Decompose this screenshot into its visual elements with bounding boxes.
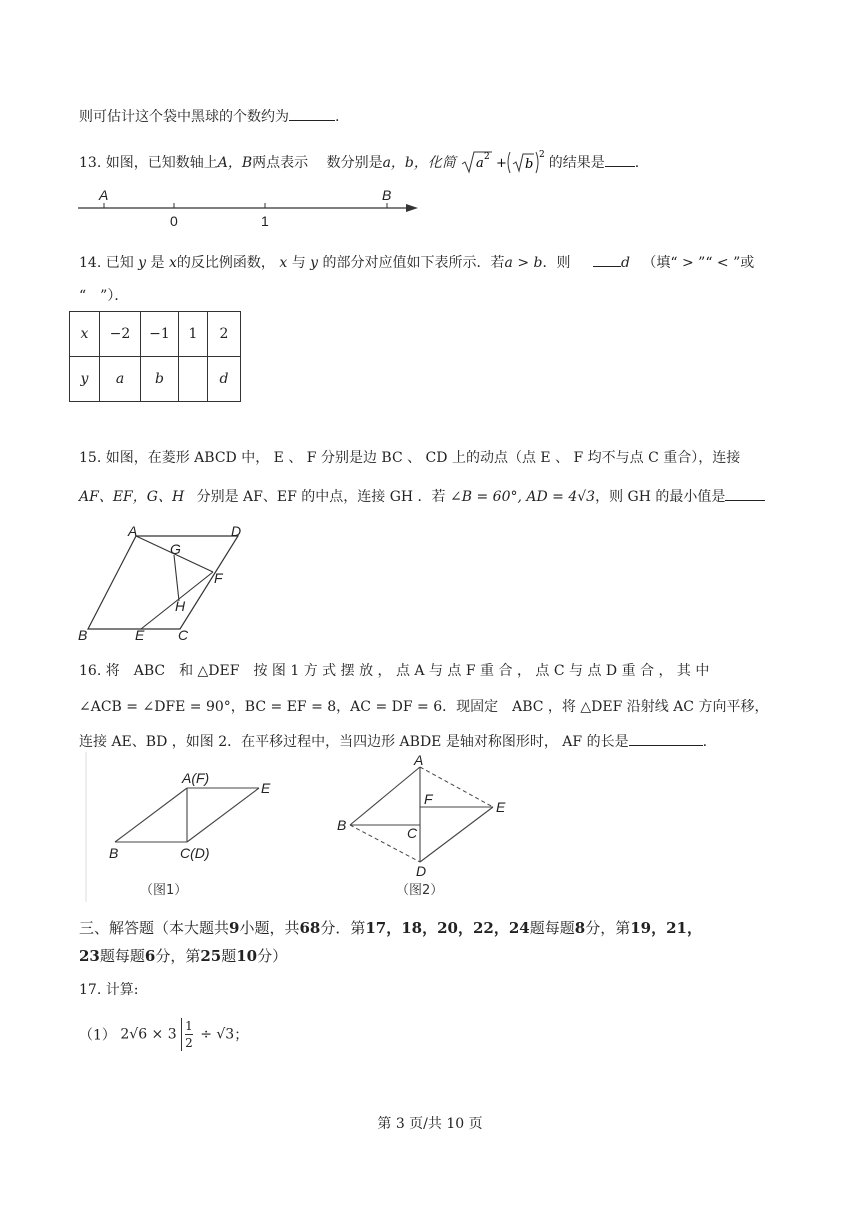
fig2-label-c: C <box>407 825 418 841</box>
label-d: D <box>231 523 242 539</box>
q17-label: 计算: <box>105 982 139 998</box>
fig2-de <box>420 807 493 862</box>
q16-number: 16. <box>79 663 102 679</box>
table-cell: −1 <box>141 312 179 357</box>
q15-line1 <box>79 447 740 467</box>
q16-text-3: 连接 AE、BD ，如图 2．在平移过程中，当四边形 ABDE 是轴对称图形时， AF 的长是 <box>79 734 629 750</box>
table-cell: d <box>208 357 241 402</box>
figure-1 <box>109 770 271 898</box>
fig1-caption: （图1） <box>140 883 188 898</box>
q14-text-a: 已知 <box>105 255 134 271</box>
q16-line2: ∠ACB = ∠DFE = 90°，BC = EF = 8，AC = DF = 6．现固定 ABC ，将 △DEF 沿射线 AC 方向平移， <box>79 699 769 715</box>
section3-line2 <box>79 945 287 966</box>
fig1-ab <box>115 788 187 842</box>
s3-n6: 6 <box>144 947 156 965</box>
fig2-label-a: A <box>414 752 424 768</box>
q16-text-1: 将 ABC 和 △DEF 按 图 1 方 式 摆 放 ， 点 A 与 点 F 重 合 ， 点 C 与 点 D 重 合 ， 其 中 <box>105 663 710 679</box>
table-cell <box>179 357 208 402</box>
q14-text-b: 是 <box>150 255 165 271</box>
fig1-label-cd: C(D) <box>180 845 210 861</box>
s3-text-e: 分，第 <box>585 919 631 937</box>
svg-text:2: 2 <box>484 152 491 162</box>
fig2-label-d: D <box>416 863 427 879</box>
q12-answer-blank <box>289 107 335 121</box>
q17-fraction <box>181 1018 196 1051</box>
q17-frac-den: 2 <box>185 1036 193 1050</box>
q16-answer-blank <box>629 732 703 746</box>
label-h: H <box>175 598 186 614</box>
s3-text-b: 小题，共 <box>239 919 300 937</box>
s3-n8: 8 <box>574 919 586 937</box>
table-cell: b <box>141 357 179 402</box>
q15-text-2a: AF、EF，G、H <box>79 489 185 505</box>
s3-text-g: 分，第 <box>155 947 201 965</box>
q16-figures <box>84 752 544 902</box>
svg-text:b: b <box>525 157 534 172</box>
fig2-label-f: F <box>424 791 433 807</box>
table-cell: 1 <box>179 312 208 357</box>
fig2-label-b: B <box>337 817 347 833</box>
s3-n68: 68 <box>299 919 321 937</box>
q17-expr-b: ÷ √3 <box>200 1026 235 1043</box>
q12-end: . <box>335 109 340 125</box>
table-cell: 2 <box>208 312 241 357</box>
q14-table <box>69 311 241 402</box>
q14-line2: “ ”）． <box>79 288 129 304</box>
q15-text-2b: 分别是 AF、EF 的中点，连接 GH ．若 <box>196 489 446 505</box>
label-g: G <box>170 541 181 557</box>
section3-line1 <box>79 917 702 938</box>
page-footer: 第 3 页/共 10 页 <box>377 1116 483 1132</box>
q13-expression <box>460 148 544 176</box>
q13-stem <box>79 148 639 176</box>
point-a-label: A <box>99 187 109 203</box>
table-row <box>70 357 241 402</box>
q15-text-2c: ，则 GH 的最小值是 <box>595 489 726 505</box>
segment-gh <box>174 555 179 601</box>
q13-number-line <box>70 184 430 232</box>
fig1-label-af: A(F) <box>182 770 210 786</box>
q15-figure <box>72 522 252 644</box>
point-b-label: B <box>382 187 392 203</box>
s3-text-f: 题每题 <box>99 947 145 965</box>
q13-text-e: a，b，化简 <box>382 155 456 171</box>
label-e: E <box>135 627 145 643</box>
s3-n25: 25 <box>200 947 222 965</box>
q12-text: 则可估计这个袋中黑球的个数约为 <box>79 109 289 125</box>
q17-expr-end: ； <box>234 1027 249 1044</box>
tick-1-label: 1 <box>261 213 269 229</box>
q15-line2 <box>79 486 765 506</box>
table-cell: a <box>100 357 141 402</box>
q15-number: 15. <box>79 450 102 466</box>
q13-text-f: 的结果是 <box>548 155 605 171</box>
q14-text-e: 的部分对应值如下表所示．若 <box>322 255 505 271</box>
fig1-de <box>187 788 259 842</box>
q16-line3 <box>79 731 707 751</box>
q15-text-1: 如图，在菱形 ABCD 中， E 、 F 分别是边 BC 、 CD 上的动点（点 E 、 F 均不与点 C 重合），连接 <box>105 450 741 466</box>
s3-text-h: 题 <box>221 947 237 965</box>
s3-text-d: 题每题 <box>529 919 575 937</box>
s3-text-i: 分） <box>257 947 288 965</box>
s3-n10: 10 <box>236 947 258 965</box>
q14-stem <box>79 252 754 272</box>
q14-x-var-2: x <box>279 255 288 271</box>
q14-number: 14. <box>79 255 102 271</box>
q14-y-var-2: y <box>310 255 319 271</box>
q17-part1-label: （1） <box>79 1027 116 1044</box>
table-cell: −2 <box>100 312 141 357</box>
q14-answer-blank <box>593 253 621 267</box>
table-cell: y <box>70 357 100 402</box>
s3-n23: 23 <box>79 947 100 965</box>
q13-answer-blank <box>605 153 635 167</box>
q14-text-g: （填“ > ”“ < ”或 <box>642 255 755 271</box>
label-f: F <box>214 570 223 586</box>
q16-line1 <box>79 660 709 680</box>
s3-text-a: 三、解答题（本大题共 <box>79 919 230 937</box>
q13-points: A，B <box>217 155 253 171</box>
fig2-ba <box>350 767 420 825</box>
q16-end: . <box>702 734 708 750</box>
q14-x-var: x <box>169 255 177 271</box>
figure-2 <box>337 752 506 898</box>
tick-0-label: 0 <box>170 213 178 229</box>
fig2-caption: （图2） <box>396 883 444 898</box>
q15-answer-blank <box>725 487 765 501</box>
q13-text-c: 两点表示 <box>252 155 309 171</box>
fig1-label-e: E <box>261 780 271 796</box>
q17-expr-a: 2√6 × 3 <box>120 1026 177 1043</box>
q14-d-var: d <box>620 255 630 271</box>
table-cell: x <box>70 312 100 357</box>
q13-number: 13. <box>79 155 102 171</box>
q14-condition: a > b <box>504 255 543 271</box>
q17-number: 17. <box>79 982 102 998</box>
svg-text:2: 2 <box>539 150 546 160</box>
q14-y-var: y <box>138 255 147 271</box>
axis-arrow <box>406 204 418 212</box>
q17-frac-num: 1 <box>185 1019 193 1033</box>
q15-condition: ∠B = 60°, AD = 4√3 <box>450 489 596 505</box>
q12-tail <box>79 106 339 126</box>
q17-part1 <box>79 1018 248 1051</box>
q13-text-d: 数分别是 <box>326 155 383 171</box>
table-row <box>70 312 241 357</box>
q13-text-a: 如图，已知数轴上 <box>105 155 218 171</box>
q13-end: . <box>634 155 640 171</box>
label-b: B <box>78 627 88 643</box>
q14-text-f: ．则 <box>542 255 571 271</box>
label-a: A <box>128 523 138 539</box>
s3-text-c: 分．第 <box>320 919 366 937</box>
label-c: C <box>178 627 189 643</box>
q14-text-d: 与 <box>291 255 306 271</box>
s3-n9: 9 <box>229 919 240 937</box>
q14-text-c: 的反比例函数， <box>176 255 275 271</box>
svg-text:+: + <box>496 156 508 171</box>
svg-text:a: a <box>476 156 485 171</box>
s3-list2: 19，21， <box>630 919 702 937</box>
fig1-label-b: B <box>109 845 119 861</box>
q17-stem <box>79 979 138 999</box>
s3-list1: 17，18，20，22，24 <box>365 919 530 937</box>
fig2-label-e: E <box>496 799 506 815</box>
